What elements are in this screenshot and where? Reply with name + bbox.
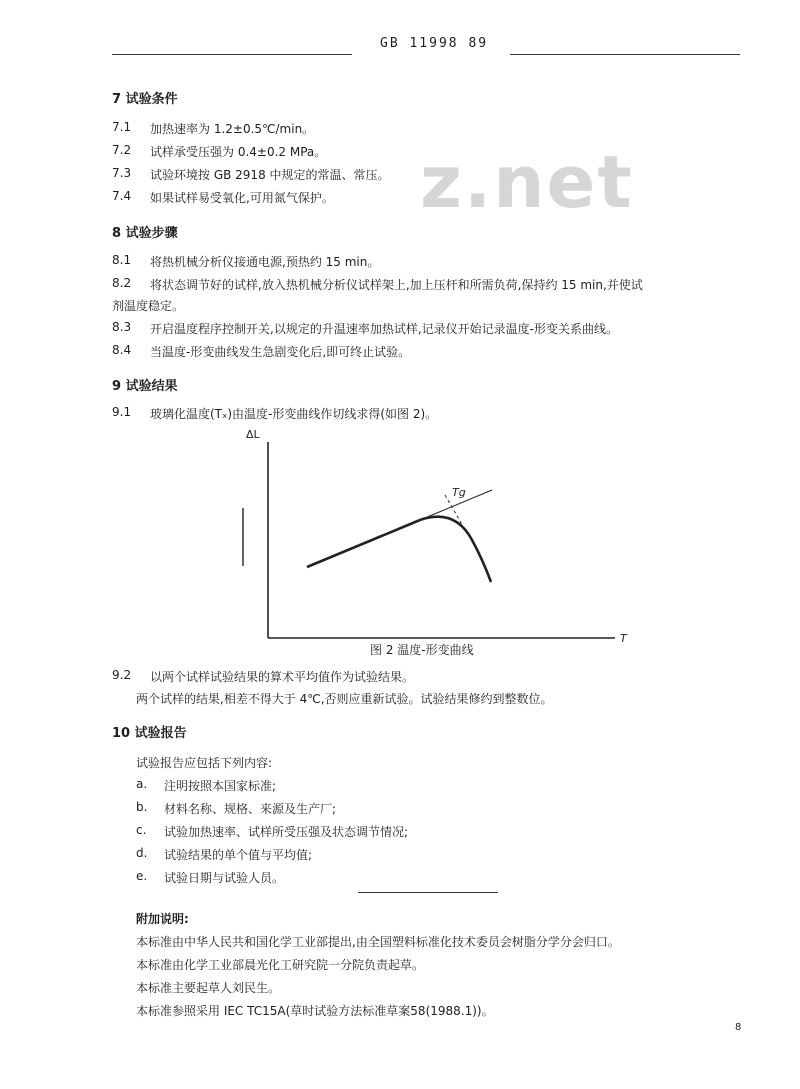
section-9-1-num: 9.1: [112, 405, 132, 419]
figure-caption: 图 2 温度-形变曲线: [370, 643, 474, 657]
section-7-3-text: 试验环境按 GB 2918 中规定的常温、常压。: [150, 168, 390, 182]
x-axis-label: T: [620, 632, 627, 645]
section-9-title: 9 试验结果: [112, 379, 178, 394]
section-7-2-num: 7.2: [112, 143, 132, 157]
report-item-a-letter: a.: [136, 777, 148, 791]
section-7-2-text: 试样承受压强为 0.4±0.2 MPa。: [150, 145, 327, 159]
report-intro: 试验报告应包括下列内容:: [136, 756, 273, 770]
section-8-3-text: 开启温度程序控制开关,以规定的升温速率加热试样,记录仪开始记录温度-形变关系曲线。: [150, 322, 618, 336]
section-9-2-text: 以两个试样试验结果的算术平均值作为试验结果。: [150, 670, 415, 684]
section-8-title: 8 试验步骤: [112, 226, 178, 241]
section-8-2-text-cont: 剂温度稳定。: [112, 299, 185, 313]
section-9-2-text-cont: 两个试样的结果,相差不得大于 4℃,否则应重新试验。试验结果修约到整数位。: [136, 692, 553, 706]
report-item-d-text: 试验结果的单个值与平均值;: [164, 848, 313, 862]
notes-line-3: 本标准主要起草人刘民生。: [136, 981, 281, 995]
report-item-c-text: 试验加热速率、试样所受压强及状态调节情况;: [164, 825, 409, 839]
report-item-e-letter: e.: [136, 869, 148, 883]
section-7-4-text: 如果试样易受氧化,可用氮气保护。: [150, 191, 334, 205]
section-7-4-num: 7.4: [112, 189, 132, 203]
section-7-3-num: 7.3: [112, 166, 132, 180]
y-axis-label: ΔL: [246, 428, 260, 441]
report-item-b-letter: b.: [136, 800, 148, 814]
section-8-1-num: 8.1: [112, 253, 132, 267]
section-8-4-num: 8.4: [112, 343, 132, 357]
notes-line-2: 本标准由化学工业部晨光化工研究院一分院负责起草。: [136, 958, 425, 972]
report-item-d-letter: d.: [136, 846, 148, 860]
section-8-2-num: 8.2: [112, 276, 132, 290]
report-item-e-text: 试验日期与试验人员。: [164, 871, 285, 885]
notes-title: 附加说明:: [136, 912, 189, 926]
watermark: z.net: [420, 140, 634, 224]
page-number: 8: [735, 1022, 742, 1033]
report-item-a-text: 注明按照本国家标准;: [164, 779, 277, 793]
section-9-2-num: 9.2: [112, 668, 132, 682]
section-7-1-text: 加热速率为 1.2±0.5℃/min。: [150, 122, 315, 136]
section-8-2-text: 将状态调节好的试样,放入热机械分析仪试样架上,加上压杆和所需负荷,保持约 15 min,并使试: [150, 278, 643, 292]
standard-number: GB 11998 89: [380, 36, 489, 51]
section-9-1-text: 玻璃化温度(Tₓ)由温度-形变曲线作切线求得(如图 2)。: [150, 407, 438, 421]
section-10-title: 10 试验报告: [112, 726, 187, 741]
notes-line-1: 本标准由中华人民共和国化学工业部提出,由全国塑料标准化技术委员会树脂分学分会归口。: [136, 935, 620, 949]
curve-linear-segment: [307, 520, 420, 567]
section-7-title: 7 试验条件: [112, 92, 178, 107]
notes-line-4: 本标准参照采用 IEC TC15A(草时试验方法标准草案58(1988.1))。: [136, 1004, 494, 1018]
curve-falling-segment: [420, 517, 491, 582]
section-8-4-text: 当温度-形变曲线发生急剧变化后,即可终止试验。: [150, 345, 411, 359]
separator-rule: [358, 892, 498, 893]
tg-label: Tg: [452, 486, 466, 499]
section-7-1-num: 7.1: [112, 120, 132, 134]
report-item-c-letter: c.: [136, 823, 147, 837]
section-8-3-num: 8.3: [112, 320, 132, 334]
section-8-1-text: 将热机械分析仪接通电源,预热约 15 min。: [150, 255, 380, 269]
report-item-b-text: 材料名称、规格、来源及生产厂;: [164, 802, 337, 816]
